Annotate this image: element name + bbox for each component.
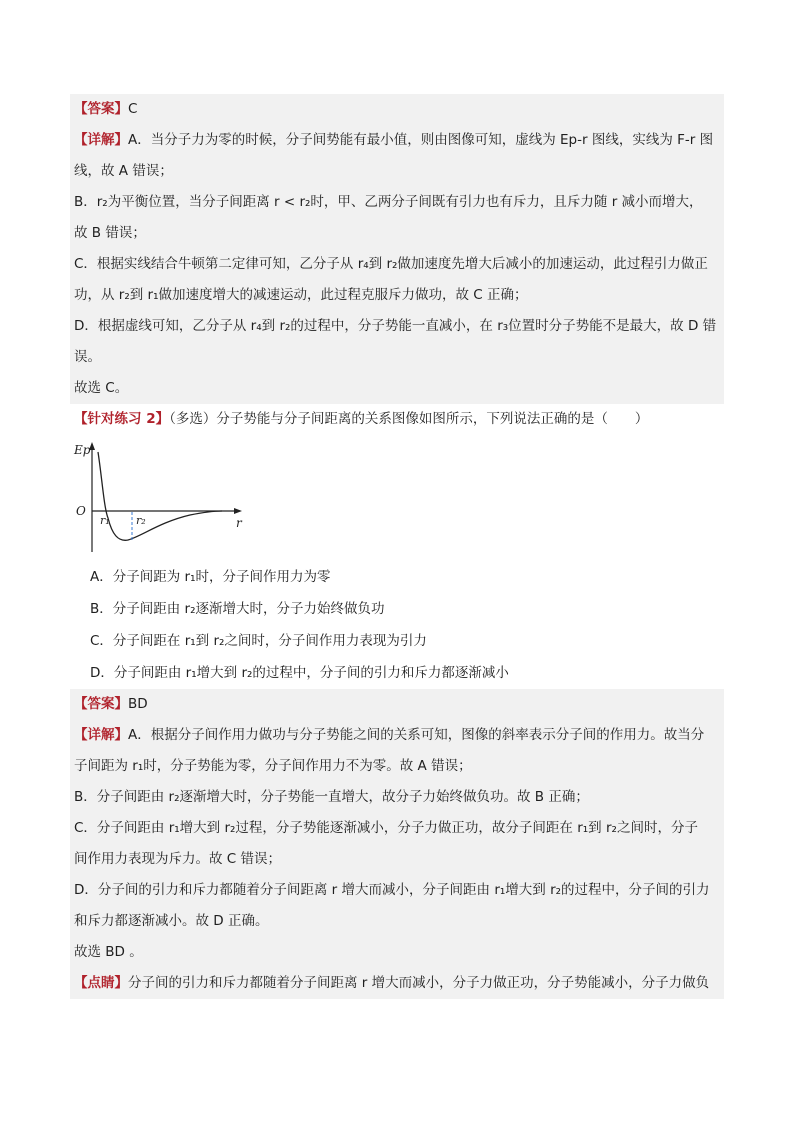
detail-conclusion: 故选 C。 [74,380,129,396]
answer-line-1 [74,94,720,125]
detail-text: A．根据分子间作用力做功与分子势能之间的关系可知，图像的斜率表示分子间的作用力。故当分 [128,727,705,743]
detail-tag: 【详解】 [74,132,128,148]
question-line [70,404,724,434]
answer-tag: 【答案】 [74,101,128,117]
detail-line-8: 误。 [74,349,101,365]
x-axis-label: r [236,516,242,530]
option-b: B．分子间距由 r₂逐渐增大时，分子力始终做负功 [90,601,385,617]
comment-tag: 【点睛】 [74,975,128,991]
answer-line-2 [74,689,720,720]
detail-line-3: B．r₂为平衡位置，当分子间距离 r < r₂时，甲、乙两分子间既有引力也有斥力，且斥力随 r 减小而增大， [74,194,703,210]
detail2-line-5: 间作用力表现为斥力。故 C 错误； [74,851,282,867]
answer-tag: 【答案】 [74,696,128,712]
detail2-line-7: 和斥力都逐渐减小。故 D 正确。 [74,913,269,929]
detail-line-2: 线，故 A 错误； [74,163,173,179]
answer-value: C [128,101,138,117]
question-text: （多选）分子势能与分子间距离的关系图像如图所示，下列说法正确的是（ ） [169,411,649,427]
energy-curve [98,452,222,540]
detail-text: A．当分子力为零的时候，分子间势能有最小值，则由图像可知，虚线为 Ep-r 图线，实线为 F-r 图 [128,132,714,148]
detail2-line-1 [74,720,720,751]
r1-label: r₁ [100,514,110,527]
answer-value: BD [128,696,148,712]
detail2-line-4: C．分子间距由 r₁增大到 r₂过程，分子势能逐渐减小，分子力做正功，故分子间距在 r₁到 r₂之间时，分子 [74,820,698,836]
detail2-conclusion: 故选 BD 。 [74,944,143,960]
detail-line-1 [74,125,720,156]
detail-line-5: C．根据实线结合牛顿第二定律可知，乙分子从 r₄到 r₂做加速度先增大后减小的加速运动，此过程引力做正 [74,256,708,272]
y-axis-label: Ep [74,443,91,457]
detail-line-6: 功，从 r₂到 r₁做加速度增大的减速运动，此过程克服斥力做功，故 C 正确； [74,287,528,303]
answer-detail-block-2 [70,689,724,999]
option-a: A．分子间距为 r₁时，分子间作用力为零 [90,569,331,585]
question-tag: 【针对练习 2】 [74,411,170,427]
document-page [70,94,724,999]
detail-line-4: 故 B 错误； [74,225,146,241]
x-axis-arrow [234,508,242,514]
detail2-line-6: D．分子间的引力和斥力都随着分子间距离 r 增大而减小，分子间距由 r₁增大到 r₂的过程中，分子间的引力 [74,882,710,898]
comment-line [74,968,720,999]
answer-detail-block-1 [70,94,724,404]
r2-label: r₂ [136,514,146,527]
option-d: D．分子间距由 r₁增大到 r₂的过程中，分子间的引力和斥力都逐渐减小 [90,665,509,681]
origin-label: O [76,504,86,518]
detail-line-7: D．根据虚线可知，乙分子从 r₄到 r₂的过程中，分子势能一直减小，在 r₃位置时分子势能不是最大，故 D 错 [74,318,717,334]
graph-svg [70,438,270,561]
detail2-line-2: 子间距为 r₁时，分子势能为零，分子间作用力不为零。故 A 错误； [74,758,472,774]
potential-energy-graph [70,438,724,561]
detail2-line-3: B．分子间距由 r₂逐渐增大时，分子势能一直增大，故分子力始终做负功。故 B 正确； [74,789,589,805]
option-c: C．分子间距在 r₁到 r₂之间时，分子间作用力表现为引力 [90,633,427,649]
comment-text: 分子间的引力和斥力都随着分子间距离 r 增大而减小，分子力做正功，分子势能减小，分子力做负 [128,975,710,991]
detail-tag: 【详解】 [74,727,128,743]
